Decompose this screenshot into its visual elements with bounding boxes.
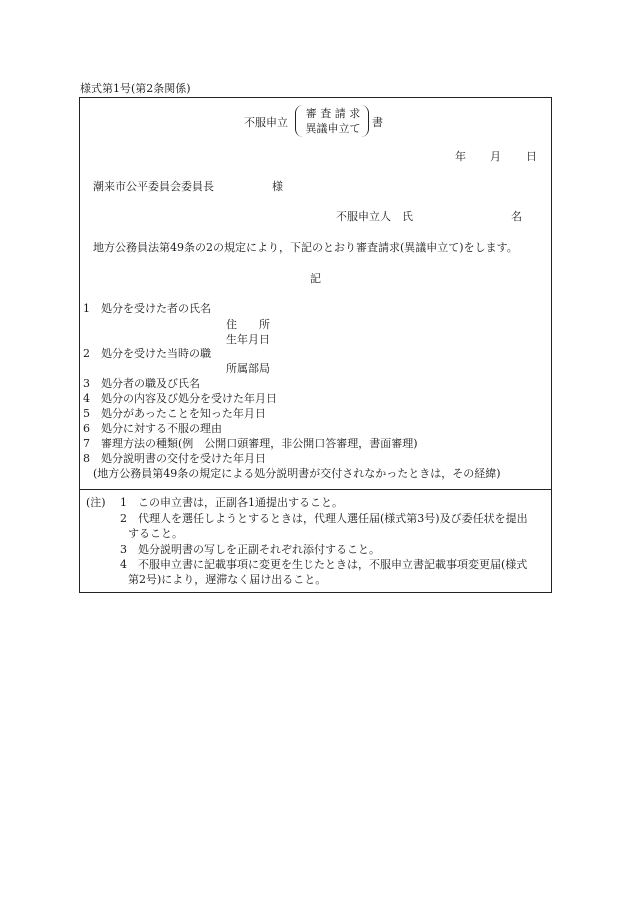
title-prefix: 不服申立 (244, 116, 288, 129)
addressee-name: 潮来市公平委員会委員長 (93, 180, 214, 193)
date-year: 年 (455, 150, 466, 163)
note-2-line-1: 2 代理人を選任しようとするときは，代理人選任届(様式第3号)及び委任状を提出 (120, 512, 528, 525)
note-4-line-1: 4 不服申立書に記載事項に変更を生じたときは，不服申立書記載事項変更届(様式 (120, 558, 528, 571)
item-6: 6 処分に対する不服の理由 (83, 422, 222, 435)
ki-heading: 記 (310, 272, 321, 285)
title-option-bracket (295, 105, 369, 137)
item-1: 1 処分を受けた者の氏名 (83, 302, 211, 315)
item-8-note: (地方公務員第49条の規定による処分説明書が交付されなかったときは，その経緯) (93, 467, 501, 480)
item-4: 4 処分の内容及び処分を受けた年月日 (83, 392, 277, 405)
addressee-honorific: 様 (272, 180, 283, 193)
note-2-line-2: すること。 (128, 527, 183, 540)
note-4-line-2: 第2号)により，遅滞なく届け出ること。 (128, 573, 327, 586)
date-month: 月 (490, 150, 501, 163)
note-3: 3 処分説明書の写しを正副それぞれ添付すること。 (120, 543, 380, 556)
item-7: 7 審理方法の種類(例 公開口頭審理，非公開口答審理，書面審理) (83, 437, 418, 450)
title-option-igi-moushitate: 異議申立て (305, 122, 361, 135)
notes-label: (注) (86, 496, 106, 509)
statement-text: 地方公務員法第49条の2の規定により，下記のとおり審査請求(異議申立て)をします。 (93, 241, 518, 254)
applicant-name-suffix: 名 (511, 210, 522, 223)
date-day: 日 (526, 150, 537, 163)
applicant-label: 不服申立人 氏 (336, 210, 413, 223)
item-1-address: 住 所 (226, 318, 270, 331)
title-option-shinsa-seikyu: 審 査 請 求 (305, 107, 361, 120)
item-3: 3 処分者の職及び氏名 (83, 377, 200, 390)
item-1-birthdate: 生年月日 (226, 333, 270, 346)
item-2: 2 処分を受けた当時の職 (83, 347, 211, 360)
notes-section (80, 489, 551, 592)
form-main-section (80, 98, 551, 489)
item-2-dept: 所属部局 (226, 362, 270, 375)
form-box (79, 97, 552, 593)
form-number: 様式第1号(第2条関係) (80, 82, 191, 95)
note-1: 1 この申立書は，正副各1通提出すること。 (120, 496, 343, 509)
item-8: 8 処分説明書の交付を受けた年月日 (83, 452, 266, 465)
title-suffix: 書 (372, 116, 383, 129)
item-5: 5 処分があったことを知った年月日 (83, 407, 266, 420)
